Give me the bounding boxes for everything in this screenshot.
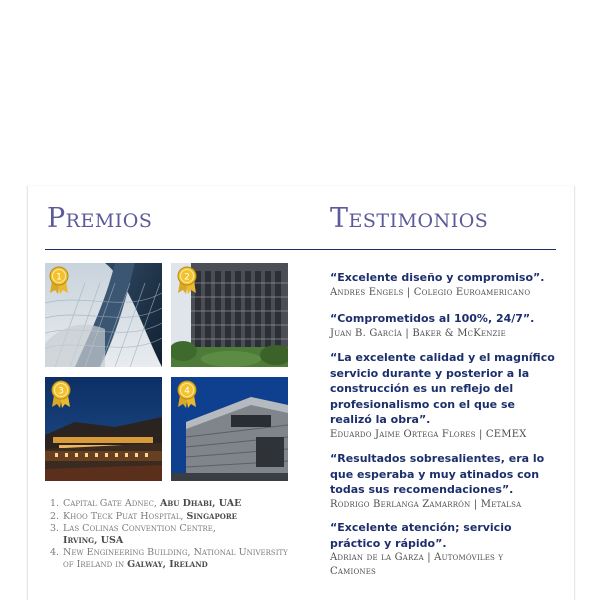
badge-number: 4: [184, 386, 190, 397]
divider-rule: [45, 249, 556, 250]
list-item: [50, 523, 290, 546]
award-name: Khoo Teck Puat Hospital,: [63, 510, 184, 522]
award-place: Irving, USA: [63, 534, 124, 546]
premios-heading: Premios: [47, 203, 153, 234]
testimonial-item: [330, 451, 548, 512]
award-place: Galway, Ireland: [127, 558, 208, 570]
award-number: 1.: [50, 498, 60, 509]
testimonial-author: Andres Engels | Colegio Euroamericano: [330, 286, 531, 298]
award-place: Abu Dhabi, UAE: [159, 498, 242, 509]
testimonial-item: [330, 350, 556, 442]
badge-number: 1: [56, 272, 62, 283]
testimonial-quote: “La excelente calidad y el magnífico servicio durante y posterior a la construcción es un reflejo del profesionalismo con el que se realizó la obra”.: [330, 351, 555, 426]
award-number: 3.: [50, 523, 60, 534]
testimonial-author: Adrian de la Garza | Automóviles y Camiones: [330, 552, 504, 577]
award-number: 2.: [50, 510, 60, 522]
list-item: [50, 547, 290, 570]
testimonial-quote: “Excelente diseño y compromiso”.: [330, 271, 545, 284]
award-place: Singapore: [186, 510, 237, 522]
award-photo-khoo-teck-puat: [171, 263, 288, 367]
award-name: Capital Gate Adnec,: [63, 498, 157, 509]
testimonial-quote: “Comprometidos al 100%, 24/7”.: [330, 312, 535, 325]
award-name: New Engineering Building, National University of Ireland in: [63, 547, 288, 570]
award-number: 4.: [50, 547, 60, 558]
badge-number: 2: [184, 272, 190, 283]
list-item: [50, 498, 290, 510]
award-photo-galway-engineering: [171, 377, 288, 481]
testimonial-quote: “Excelente atención; servicio práctico y rápido”.: [330, 521, 512, 550]
testimonial-author: Eduardo Jaime Ortega Flores | CEMEX: [330, 428, 527, 440]
testimonial-item: [330, 520, 545, 579]
testimonial-quote: “Resultados sobresalientes, era lo que esperaba y muy atinados con todas sus recomendaciones”.: [330, 452, 545, 496]
award-name: Las Colinas Convention Centre,: [63, 523, 216, 534]
awards-list: [50, 498, 290, 571]
award-photo-las-colinas: [45, 377, 162, 481]
testimonial-item: [330, 270, 570, 300]
testimonial-item: [330, 311, 570, 341]
award-photo-capital-gate: [45, 263, 162, 367]
badge-number: 3: [58, 386, 64, 397]
list-item: [50, 511, 290, 523]
testimonial-author: Rodrigo Berlanga Zamarrón | Metalsa: [330, 498, 522, 510]
testimonial-author: Juan B. García | Baker & McKenzie: [330, 327, 506, 339]
testimonios-heading: Testimonios: [330, 203, 489, 234]
